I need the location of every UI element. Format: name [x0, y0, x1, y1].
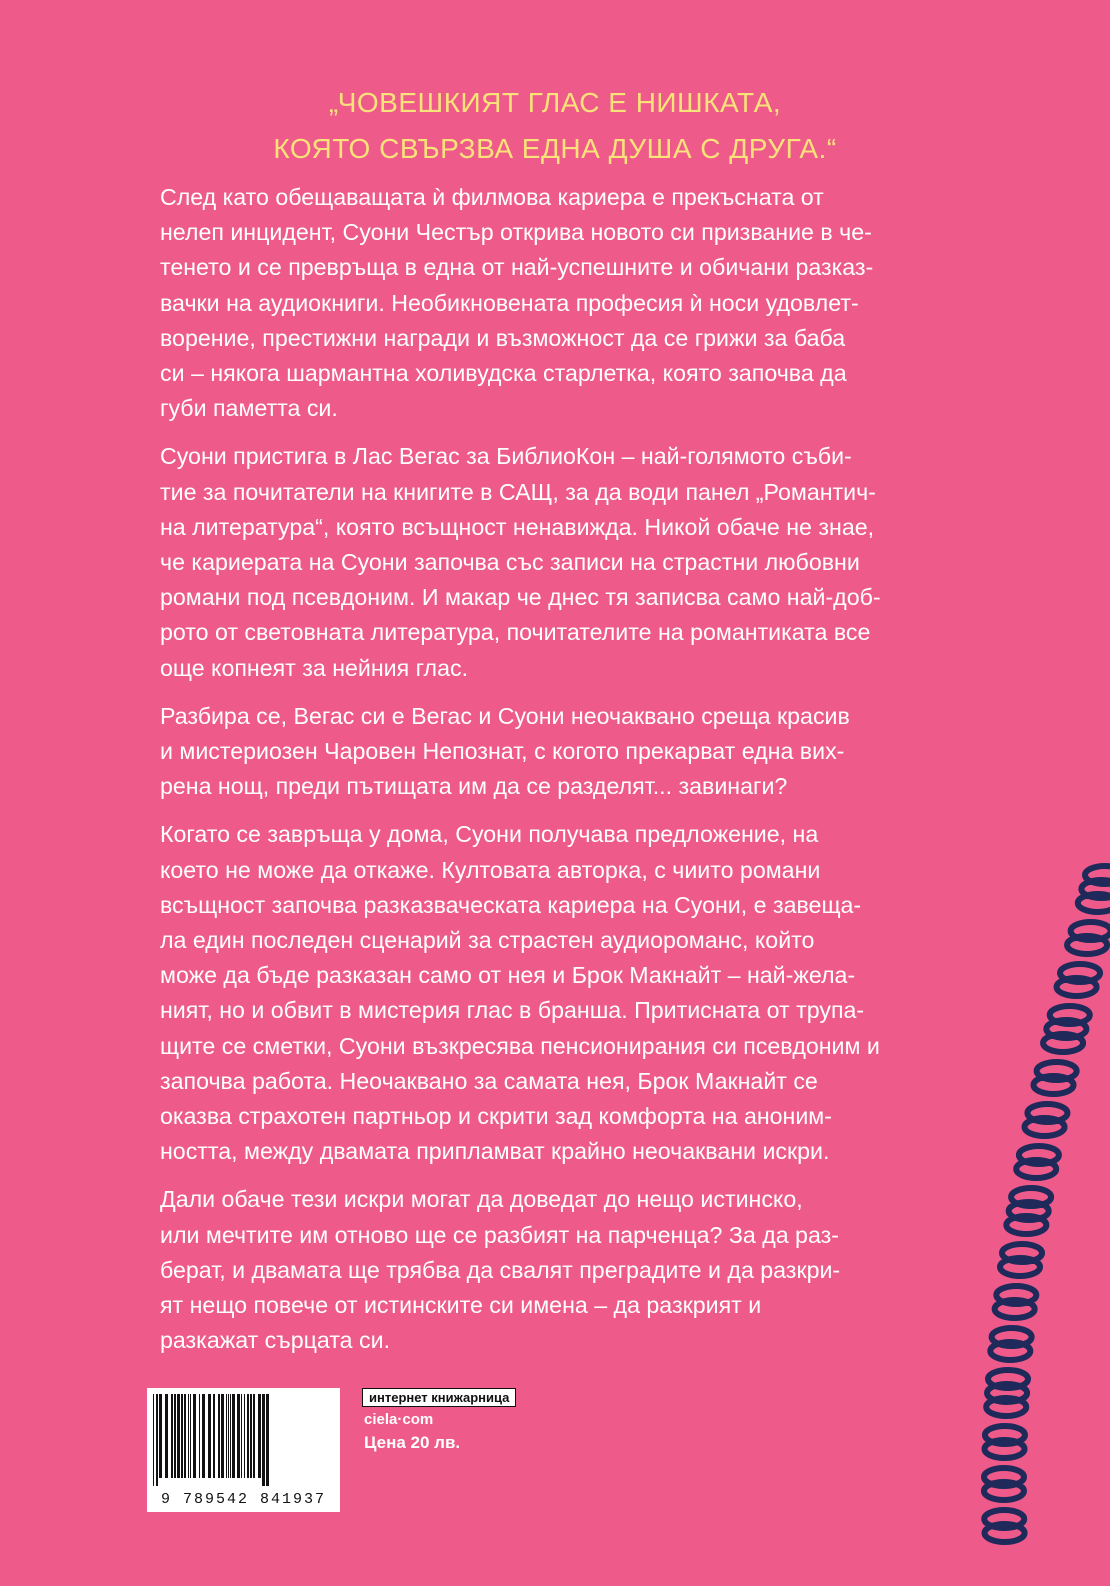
barcode-bar	[159, 1394, 162, 1478]
shop-label: интернет книжарница	[362, 1388, 516, 1407]
blurb-line: рото от световната литература, почитателите на романтиката все	[160, 619, 871, 646]
barcode	[147, 1388, 340, 1512]
blurb-line: ла един последен сценарий за страстен аудиороманс, който	[160, 927, 815, 954]
barcode-bars	[147, 1388, 340, 1488]
blurb-line: разкажат сърцата си.	[160, 1327, 391, 1354]
blurb-line: Когато се завръща у дома, Суони получава предложение, на	[160, 821, 819, 848]
quote-line-2: КОЯТО СВЪРЗВА ЕДНА ДУША С ДРУГА.“	[273, 133, 837, 164]
blurb-line: или мечтите им отново ще се разбият на парченца? За да раз-	[160, 1221, 839, 1248]
barcode-bar	[171, 1394, 173, 1478]
barcode-bar	[230, 1394, 231, 1478]
barcode-bar	[208, 1394, 211, 1478]
price: Цена 20 лв.	[364, 1433, 461, 1452]
barcode-bar	[199, 1394, 200, 1478]
blurb-line: ят нещо повече от истинските си имена – да разкрият и	[160, 1292, 762, 1319]
barcode-bar	[237, 1394, 240, 1478]
blurb-line: ворение, престижни награди и възможност да се грижи за баба	[160, 324, 846, 351]
blurb-line: започва работа. Неочаквано за самата нея, Брок Макнайт се	[160, 1067, 818, 1094]
barcode-bar	[190, 1394, 191, 1478]
blurb-paragraph	[160, 699, 945, 805]
barcode-bar	[253, 1394, 255, 1478]
blurb-line: ността, между двамата припламват крайно неочаквани искри.	[160, 1138, 830, 1165]
blurb-paragraph	[160, 180, 945, 426]
barcode-bar	[258, 1394, 261, 1478]
shop-website[interactable]: ciela·com	[364, 1411, 434, 1428]
barcode-bar	[218, 1394, 220, 1478]
barcode-bar	[156, 1394, 158, 1486]
phone-cord-decoration	[900, 860, 1110, 1586]
barcode-bar	[165, 1394, 168, 1478]
blurb-line: което не може да откаже. Култовата авторка, с чиито романи	[160, 856, 821, 883]
blurb-line: берат, и двамата ще трябва да свалят преградите и да разкри-	[160, 1256, 841, 1283]
barcode-bar	[174, 1394, 176, 1478]
barcode-bar	[266, 1394, 269, 1486]
barcode-bar	[188, 1394, 189, 1478]
barcode-bar	[228, 1394, 229, 1478]
cord-coils	[984, 866, 1110, 1542]
blurb-line: може да бъде разказан само от нея и Брок Макнайт – най-жела-	[160, 962, 856, 989]
blurb-paragraph	[160, 1182, 945, 1358]
barcode-bar	[262, 1394, 265, 1486]
barcode-bar	[241, 1394, 242, 1478]
barcode-bar	[213, 1394, 215, 1478]
blurb-text	[160, 180, 945, 1372]
barcode-bar	[184, 1394, 186, 1478]
blurb-line: Суони пристига в Лас Вегас за БиблиоКон – най-голямото съби-	[160, 443, 852, 470]
barcode-bar	[232, 1394, 235, 1478]
barcode-bar	[250, 1394, 252, 1478]
blurb-line: След като обещаващата ѝ филмова кариера е прекъсната от	[160, 184, 824, 210]
blurb-line: Разбира се, Вегас си е Вегас и Суони неочаквано среща красив	[160, 702, 850, 729]
blurb-line: още копнеят за нейния глас.	[160, 654, 469, 681]
blurb-line: оказва страхотен партньор и скрити зад комфорта на аноним-	[160, 1103, 832, 1130]
blurb-line: ният, но и обвит в мистерия глас в бранша. Притисната от трупа-	[160, 997, 865, 1024]
blurb-line: че кариерата на Суони започва със записи на страстни любовни	[160, 549, 860, 576]
barcode-bar	[193, 1394, 196, 1478]
cover-quote	[0, 80, 1110, 172]
blurb-line: романи под псевдоним. И макар че днес тя записва само най-доб-	[160, 584, 881, 611]
barcode-bar	[226, 1394, 227, 1478]
blurb-line: вачки на аудиокниги. Необикновената професия ѝ носи удовлет-	[160, 289, 859, 316]
blurb-line: щите се сметки, Суони възкресява пенсионирания си псевдоним и	[160, 1032, 880, 1059]
blurb-line: си – някога шармантна холивудска старлетка, която започва да	[160, 360, 847, 387]
barcode-bar	[221, 1394, 224, 1478]
quote-line-1: „ЧОВЕШКИЯТ ГЛАС Е НИШКАТА,	[328, 87, 782, 118]
blurb-line: тие за почитатели на книгите в САЩ, за да води панел „Романтич-	[160, 478, 876, 505]
barcode-bar	[177, 1394, 180, 1478]
barcode-bar	[247, 1394, 249, 1478]
blurb-paragraph	[160, 817, 945, 1169]
blurb-paragraph	[160, 439, 945, 685]
blurb-line: нелеп инцидент, Суони Честър открива новото си призвание в че-	[160, 219, 872, 246]
barcode-bar	[153, 1394, 154, 1486]
barcode-bar	[202, 1394, 205, 1478]
barcode-bar	[244, 1394, 245, 1478]
blurb-line: Дали обаче тези искри могат да доведат до нещо истинско,	[160, 1186, 803, 1213]
barcode-digits: 9 789542 841937	[160, 1491, 327, 1508]
blurb-line: тенето и се превръща в една от най-успешните и обичани разказ-	[160, 254, 874, 281]
blurb-line: всъщност започва разказваческата кариера на Суони, е завеща-	[160, 891, 862, 918]
blurb-line: губи паметта си.	[160, 395, 338, 422]
blurb-line: на литература“, която всъщност ненавижда. Никой обаче не знае,	[160, 513, 875, 540]
barcode-bar	[181, 1394, 183, 1478]
blurb-line: и мистериозен Чаровен Непознат, с когото прекарват една вих-	[160, 738, 845, 765]
blurb-line: рена нощ, преди пътищата им да се разделят... завинаги?	[160, 773, 788, 800]
